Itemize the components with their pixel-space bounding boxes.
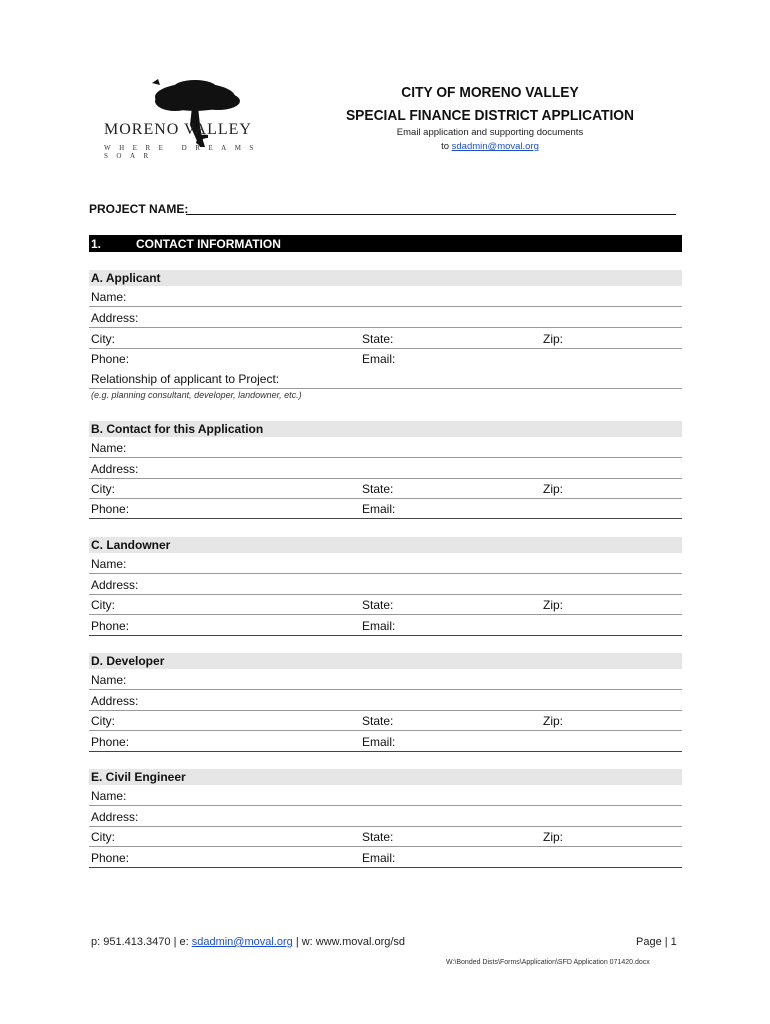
zip-label: Zip:: [543, 482, 564, 496]
landowner-phone-row[interactable]: [89, 615, 682, 636]
page-subtitle: SPECIAL FINANCE DISTRICT APPLICATION: [345, 107, 635, 124]
name-label: Name:: [91, 673, 127, 687]
phone-label: Phone:: [91, 735, 130, 749]
phone-label: Phone:: [91, 352, 130, 366]
email-link[interactable]: sdadmin@moval.org: [451, 141, 539, 152]
phone-label: Phone:: [91, 619, 130, 633]
section-label: B. Contact for this Application: [91, 422, 264, 436]
engineer-name-row[interactable]: [89, 785, 682, 806]
page-title: CITY OF MORENO VALLEY: [401, 84, 579, 101]
city-label: City:: [91, 598, 115, 612]
state-label: State:: [362, 332, 394, 346]
contact-phone-row[interactable]: [89, 498, 682, 519]
relationship-note: (e.g. planning consultant, developer, landowner, etc.): [91, 390, 302, 400]
city-label: City:: [91, 482, 115, 496]
logo-text: MORENO VALLEY: [104, 121, 252, 138]
city-label: City:: [91, 830, 115, 844]
page-number: Page | 1: [636, 936, 677, 948]
state-label: State:: [362, 482, 394, 496]
phone-label: Phone:: [91, 502, 130, 516]
email-label: Email:: [362, 502, 396, 516]
developer-address-row[interactable]: [89, 690, 682, 711]
footer-phone: p: 951.413.3470 | e:: [91, 936, 192, 948]
section-number: 1.: [91, 237, 102, 251]
file-path: W:\Bonded Dists\Forms\Application\SFD Application 071420.docx: [446, 959, 650, 966]
state-label: State:: [362, 714, 394, 728]
name-label: Name:: [91, 441, 127, 455]
address-label: Address:: [91, 810, 139, 824]
project-name-label: PROJECT NAME:: [89, 202, 189, 216]
email-label: Email:: [362, 619, 396, 633]
state-label: State:: [362, 598, 394, 612]
address-label: Address:: [91, 311, 139, 325]
phone-label: Phone:: [91, 851, 130, 865]
section-applicant: [89, 270, 682, 286]
email-label: Email:: [362, 352, 396, 366]
name-label: Name:: [91, 290, 127, 304]
section-contact: [89, 421, 682, 437]
landowner-address-row[interactable]: [89, 574, 682, 595]
address-label: Address:: [91, 694, 139, 708]
footer-contact: [91, 936, 405, 948]
section-label: A. Applicant: [91, 271, 161, 285]
section-developer: [89, 653, 682, 669]
landowner-city-row[interactable]: [89, 594, 682, 615]
instructions: Email application and supporting documents: [396, 127, 584, 138]
applicant-phone-row[interactable]: [89, 348, 682, 368]
section-landowner: [89, 537, 682, 553]
logo-tagline: WHERE DREAMS SOAR: [104, 144, 262, 160]
name-label: Name:: [91, 557, 127, 571]
address-label: Address:: [91, 578, 139, 592]
zip-label: Zip:: [543, 830, 564, 844]
state-label: State:: [362, 830, 394, 844]
footer-web: | w: www.moval.org/sd: [292, 936, 406, 948]
email-label: Email:: [362, 851, 396, 865]
engineer-phone-row[interactable]: [89, 847, 682, 868]
project-name-field[interactable]: [186, 214, 676, 215]
developer-city-row[interactable]: [89, 710, 682, 731]
landowner-name-row[interactable]: [89, 553, 682, 574]
contact-name-row[interactable]: [89, 437, 682, 458]
engineer-city-row[interactable]: [89, 826, 682, 847]
developer-name-row[interactable]: [89, 669, 682, 690]
section-label: E. Civil Engineer: [91, 770, 186, 784]
instructions-to: to: [441, 141, 452, 152]
relationship-label: Relationship of applicant to Project:: [91, 372, 280, 386]
name-label: Name:: [91, 789, 127, 803]
instructions-email: [330, 140, 650, 154]
contact-city-row[interactable]: [89, 478, 682, 499]
email-label: Email:: [362, 735, 396, 749]
zip-label: Zip:: [543, 598, 564, 612]
applicant-city-row[interactable]: [89, 328, 682, 349]
moreno-valley-logo: [100, 75, 290, 160]
applicant-name-row[interactable]: [89, 286, 682, 307]
contact-address-row[interactable]: [89, 458, 682, 479]
applicant-relationship-row[interactable]: [89, 368, 682, 389]
section-title: CONTACT INFORMATION: [136, 237, 281, 251]
address-label: Address:: [91, 462, 139, 476]
engineer-address-row[interactable]: [89, 806, 682, 827]
section-civil-engineer: [89, 769, 682, 785]
applicant-address-row[interactable]: [89, 307, 682, 328]
section-label: D. Developer: [91, 654, 165, 668]
city-label: City:: [91, 714, 115, 728]
section-label: C. Landowner: [91, 538, 171, 552]
zip-label: Zip:: [543, 714, 564, 728]
footer-email-link[interactable]: sdadmin@moval.org: [191, 936, 293, 948]
zip-label: Zip:: [543, 332, 564, 346]
developer-phone-row[interactable]: [89, 731, 682, 752]
city-label: City:: [91, 332, 115, 346]
section-bar: [89, 235, 682, 252]
